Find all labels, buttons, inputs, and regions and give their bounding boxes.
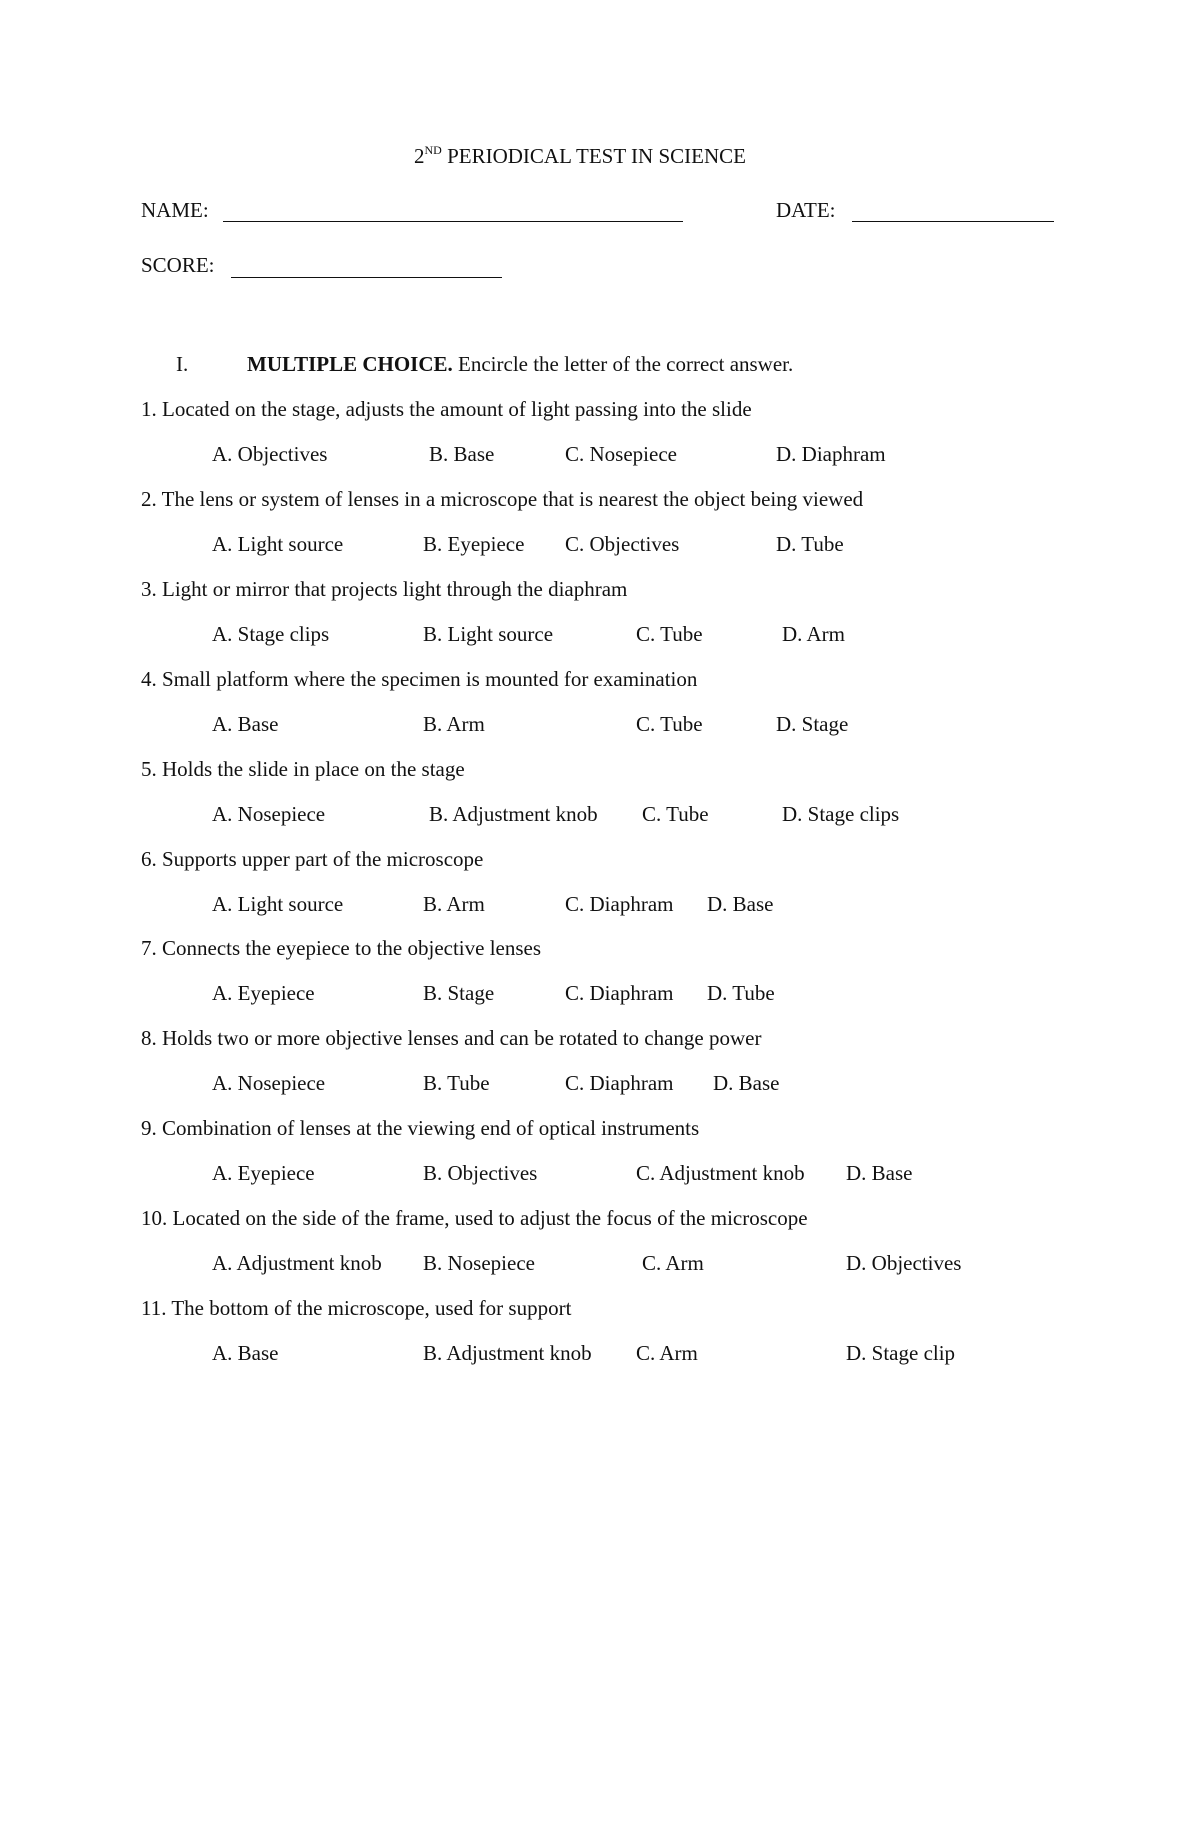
question-text: 1. Located on the stage, adjusts the amount of light passing into the slide <box>141 397 752 421</box>
answer-option-a[interactable]: A. Light source <box>212 531 344 556</box>
answer-option-d[interactable]: D. Arm <box>782 621 845 646</box>
answer-option-b[interactable]: B. Stage <box>423 981 495 1006</box>
answer-option-c[interactable]: C. Tube <box>636 621 703 646</box>
answer-option-c[interactable]: C. Tube <box>642 801 709 826</box>
answer-option-b[interactable]: B. Adjustment knob <box>429 801 598 826</box>
question-text: 10. Located on the side of the frame, used to adjust the focus of the microscope <box>141 1206 808 1231</box>
section-heading <box>247 352 793 376</box>
answer-option-a[interactable]: A. Eyepiece <box>212 1161 315 1186</box>
answer-option-b[interactable]: B. Tube <box>423 1071 490 1096</box>
answer-option-c[interactable]: C. Arm <box>636 1341 698 1365</box>
answer-option-b[interactable]: B. Nosepiece <box>423 1251 535 1276</box>
answer-option-b[interactable]: B. Arm <box>423 891 485 916</box>
answer-option-a[interactable]: A. Adjustment knob <box>212 1251 382 1276</box>
answer-option-b[interactable]: B. Base <box>429 442 495 466</box>
question-text: 5. Holds the slide in place on the stage <box>141 756 465 781</box>
name-field-line[interactable] <box>223 221 683 222</box>
answer-option-d[interactable]: D. Stage <box>776 711 849 736</box>
answer-option-a[interactable]: A. Stage clips <box>212 621 330 646</box>
answer-option-c[interactable]: C. Arm <box>642 1251 704 1276</box>
answer-option-d[interactable]: D. Base <box>713 1071 780 1096</box>
answer-option-d[interactable]: D. Objectives <box>846 1251 962 1276</box>
title-number: 2 <box>414 144 425 168</box>
question-text: 7. Connects the eyepiece to the objective lenses <box>141 936 542 961</box>
answer-option-c[interactable]: C. Objectives <box>565 531 680 556</box>
date-field-line[interactable] <box>852 221 1054 222</box>
section-numeral: I. <box>176 352 189 376</box>
answer-option-b[interactable]: B. Light source <box>423 621 554 646</box>
answer-option-a[interactable]: A. Eyepiece <box>212 981 315 1006</box>
question-text: 8. Holds two or more objective lenses and can be rotated to change power <box>141 1026 762 1051</box>
answer-option-d[interactable]: D. Base <box>846 1161 913 1186</box>
section-title: MULTIPLE CHOICE. <box>247 352 453 376</box>
answer-option-c[interactable]: C. Nosepiece <box>565 442 677 466</box>
answer-option-d[interactable]: D. Tube <box>776 531 844 556</box>
page-title <box>414 144 746 168</box>
name-label: NAME: <box>141 198 209 222</box>
score-label: SCORE: <box>141 253 215 277</box>
question-text: 3. Light or mirror that projects light through the diaphram <box>141 576 628 601</box>
title-superscript: ND <box>424 143 442 157</box>
date-label: DATE: <box>776 198 836 222</box>
answer-option-d[interactable]: D. Stage clips <box>782 801 900 826</box>
answer-option-a[interactable]: A. Objectives <box>212 442 328 466</box>
answer-option-c[interactable]: C. Diaphram <box>565 891 674 916</box>
answer-option-c[interactable]: C. Diaphram <box>565 1071 674 1096</box>
answer-option-d[interactable]: D. Tube <box>707 981 775 1006</box>
answer-option-d[interactable]: D. Base <box>707 891 774 916</box>
answer-option-c[interactable]: C. Tube <box>636 711 703 736</box>
answer-option-b[interactable]: B. Adjustment knob <box>423 1341 592 1365</box>
section-instruction: Encircle the letter of the correct answer. <box>452 352 794 376</box>
answer-option-c[interactable]: C. Diaphram <box>565 981 674 1006</box>
answer-option-a[interactable]: A. Nosepiece <box>212 801 326 826</box>
answer-option-a[interactable]: A. Base <box>212 711 279 736</box>
answer-option-b[interactable]: B. Arm <box>423 711 485 736</box>
score-field-line[interactable] <box>231 277 502 278</box>
question-text: 4. Small platform where the specimen is mounted for examination <box>141 666 698 691</box>
answer-option-d[interactable]: D. Diaphram <box>776 442 886 466</box>
title-text: PERIODICAL TEST IN SCIENCE <box>441 144 746 168</box>
question-text: 2. The lens or system of lenses in a microscope that is nearest the object being viewed <box>141 486 864 511</box>
answer-option-a[interactable]: A. Nosepiece <box>212 1071 326 1096</box>
answer-option-a[interactable]: A. Base <box>212 1341 279 1365</box>
question-text: 6. Supports upper part of the microscope <box>141 846 484 871</box>
answer-option-b[interactable]: B. Eyepiece <box>423 531 525 556</box>
answer-option-c[interactable]: C. Adjustment knob <box>636 1161 805 1186</box>
answer-option-b[interactable]: B. Objectives <box>423 1161 538 1186</box>
answer-option-a[interactable]: A. Light source <box>212 891 344 916</box>
answer-option-d[interactable]: D. Stage clip <box>846 1341 956 1365</box>
question-text: 11. The bottom of the microscope, used for support <box>141 1296 572 1320</box>
question-text: 9. Combination of lenses at the viewing end of optical instruments <box>141 1116 700 1141</box>
